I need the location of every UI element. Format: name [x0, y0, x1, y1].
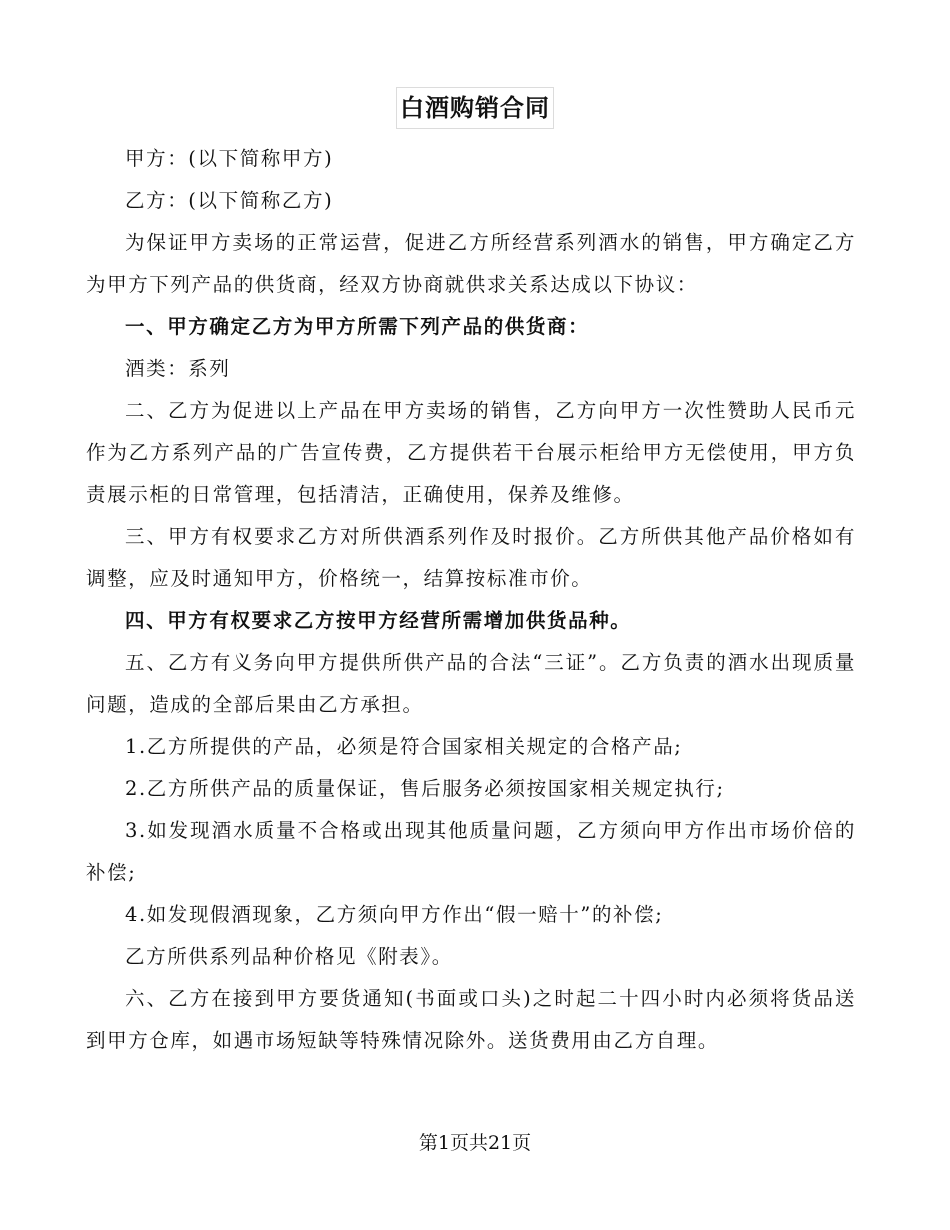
document-paragraph: 为保证甲方卖场的正常运营，促进乙方所经营系列酒水的销售，甲方确定乙方为甲方下列产品的供货商，经双方协商就供求关系达成以下协议： — [86, 231, 856, 296]
document-paragraph: 1.乙方所提供的产品，必须是符合国家相关规定的合格产品; — [125, 735, 683, 758]
document-paragraph: 三、甲方有权要求乙方对所供酒系列作及时报价。乙方所供其他产品价格如有调整，应及时通知甲方，价格统一，结算按标准市价。 — [86, 525, 856, 590]
document-paragraph: 4.如发现假酒现象，乙方须向甲方作出“假一赔十”的补偿; — [125, 903, 664, 926]
document-paragraph: 六、乙方在接到甲方要货通知(书面或口头)之时起二十四小时内必须将货品送到甲方仓库，如遇市场短缺等特殊情况除外。送货费用由乙方自理。 — [86, 987, 856, 1052]
document-paragraph: 一、甲方确定乙方为甲方所需下列产品的供货商： — [125, 315, 590, 338]
document-title-wrap — [0, 87, 950, 129]
document-paragraph: 酒类：系列 — [125, 357, 231, 380]
document-paragraph: 五、乙方有义务向甲方提供所供产品的合法“三证”。乙方负责的酒水出现质量问题，造成的全部后果由乙方承担。 — [86, 651, 856, 716]
document-paragraph: 乙方：(以下简称乙方) — [125, 189, 334, 212]
document-paragraph: 3.如发现酒水质量不合格或出现其他质量问题，乙方须向甲方作出市场价倍的补偿; — [86, 819, 856, 884]
document-title: 白酒购销合同 — [396, 87, 554, 129]
document-paragraph: 四、甲方有权要求乙方按甲方经营所需增加供货品种。 — [125, 609, 632, 632]
page-number: 第1页共21页 — [418, 1132, 532, 1154]
document-paragraph: 二、乙方为促进以上产品在甲方卖场的销售，乙方向甲方一次性赞助人民币元作为乙方系列产品的广告宣传费，乙方提供若干台展示柜给甲方无偿使用，甲方负责展示柜的日常管理，包括清洁，正确使用，保养及维修。 — [86, 399, 856, 506]
document-paragraph: 2.乙方所供产品的质量保证，售后服务必须按国家相关规定执行; — [125, 777, 725, 800]
document-paragraph: 甲方：(以下简称甲方) — [125, 147, 334, 170]
document-body — [86, 138, 856, 1062]
document-paragraph: 乙方所供系列品种价格见《附表》。 — [125, 945, 453, 968]
